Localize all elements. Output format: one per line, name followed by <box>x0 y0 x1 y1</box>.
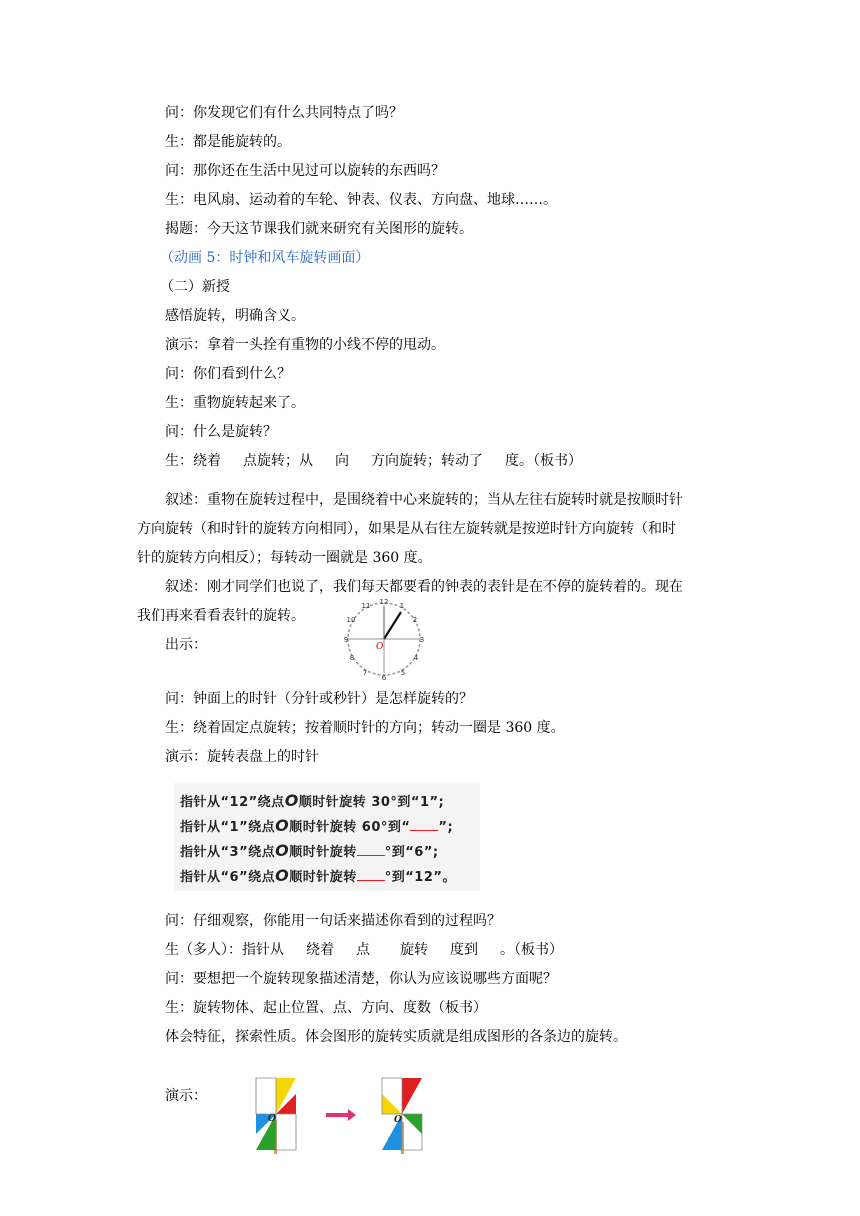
clock-number: 11 <box>361 602 371 610</box>
text-line: 问：那你还在生活中见过可以旋转的东西吗？ <box>165 163 445 179</box>
clock-number: 5 <box>400 669 406 677</box>
text-line: 感悟旋转，明确含义。 <box>165 308 305 324</box>
text-line: 方向旋转（和时针的旋转方向相同），如果是从右往左旋转就是按逆时针方向旋转（和时 <box>137 521 676 537</box>
center-label: O <box>376 642 384 652</box>
step-line: 指针从“3”绕点O顺时针旋转 °到“6”; <box>180 841 439 860</box>
text-line: 我们再来看看表针的旋转。 <box>137 608 305 624</box>
center-label: O <box>268 1114 276 1124</box>
step-line: 指针从“1”绕点O顺时针旋转 60°到“ ”; <box>180 816 454 835</box>
text-line: 问：钟面上的时针（分针或秒针）是怎样旋转的？ <box>165 691 473 707</box>
text-line: 演示：旋转表盘上的时针 <box>165 749 319 765</box>
text-line: 生：电风扇、运动着的车轮、钟表、仪表、方向盘、地球……。 <box>165 192 557 208</box>
step-line: 指针从“6”绕点O顺时针旋转 °到“12”。 <box>180 866 456 885</box>
step-line: 指针从“12”绕点O顺时针旋转 30°到“1”; <box>180 791 445 810</box>
text-line: 叙述：刚才同学们也说了，我们每天都要看的钟表的表针是在不停的旋转着的。现在 <box>165 579 683 595</box>
windmill-before <box>256 1078 296 1154</box>
text-line: 叙述：重物在旋转过程中，是围绕着中心来旋转的；当从左往右旋转时就是按顺时针 <box>165 492 683 508</box>
clock-number: 9 <box>343 636 349 644</box>
fill-in-line: 生（多人）：指针从 绕着 点 旋转 度到 。（板书） <box>165 942 563 958</box>
text-line: 体会特征，探索性质。体会图形的旋转实质就是组成图形的各条边的旋转。 <box>165 1029 627 1045</box>
rotation-steps-image <box>174 783 480 891</box>
clock-number: 10 <box>346 616 356 624</box>
text-line: 演示： <box>165 1088 207 1104</box>
text-line: 问：仔细观察，你能用一句话来描述你看到的过程吗？ <box>165 913 501 929</box>
text-line: 问：要想把一个旋转现象描述清楚，你认为应该说哪些方面呢？ <box>165 971 557 987</box>
section-heading: （二）新授 <box>160 279 230 295</box>
text-line: 生：都是能旋转的。 <box>165 134 291 150</box>
text-line: 出示： <box>165 637 207 653</box>
text-line: 揭题：今天这节课我们就来研究有关图形的旋转。 <box>165 221 473 237</box>
text-line: 生：绕着固定点旋转；按着顺时针的方向；转动一圈是 360 度。 <box>165 720 565 736</box>
fill-in-line: 生：绕着 点旋转；从 向 方向旋转；转动了 度。（板书） <box>165 453 582 469</box>
clock-number: 4 <box>413 654 419 662</box>
clock-number: 3 <box>419 636 425 644</box>
clock-number: 12 <box>379 598 389 606</box>
windmill-rotation-diagram <box>244 1074 444 1156</box>
text-line: 生：旋转物体、起止位置、点、方向、度数（板书） <box>165 1000 487 1016</box>
windmill-after <box>382 1078 422 1154</box>
clock-number: 2 <box>412 616 418 624</box>
animation-note: （动画 5：时钟和风车旋转画面） <box>160 250 370 266</box>
clock-number: 1 <box>399 602 405 610</box>
center-label: O <box>394 1115 402 1125</box>
text-line: 生：重物旋转起来了。 <box>165 395 305 411</box>
text-line: 问：你们看到什么？ <box>165 366 291 382</box>
text-line: 问：你发现它们有什么共同特点了吗？ <box>165 105 403 121</box>
text-line: 演示：拿着一头拴有重物的小线不停的甩动。 <box>165 337 445 353</box>
clock-number: 7 <box>362 669 368 677</box>
text-line: 问：什么是旋转？ <box>165 424 277 440</box>
text-line: 针的旋转方向相反）；每转动一圈就是 360 度。 <box>137 550 432 566</box>
clock-diagram <box>340 598 428 680</box>
arrow-icon <box>326 1109 356 1121</box>
clock-number: 8 <box>349 654 355 662</box>
clock-number: 6 <box>381 674 387 680</box>
